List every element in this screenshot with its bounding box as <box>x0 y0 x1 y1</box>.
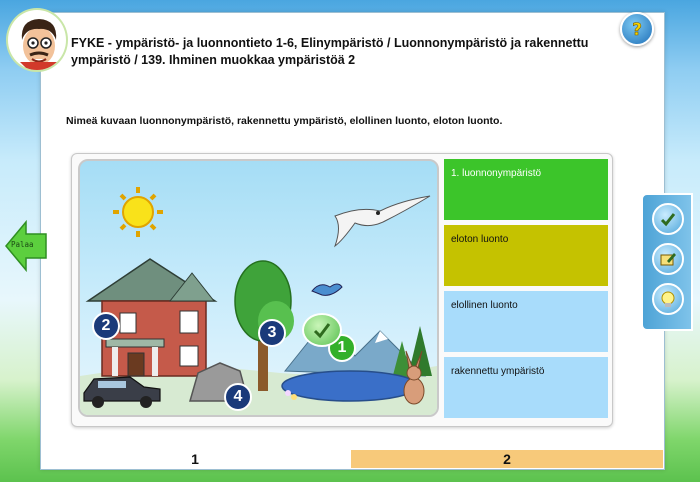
page-title: FYKE - ympäristö- ja luonnontieto 1-6, Elinympäristö / Luonnonympäristö ja rakennettu ympäristö / 139. Ihminen muokkaa ympäristöä 2 <box>71 36 589 67</box>
check-bubble[interactable] <box>302 313 342 347</box>
help-button[interactable] <box>620 12 654 46</box>
check-button[interactable] <box>652 203 684 235</box>
sun-icon <box>113 187 163 237</box>
back-label: Palaa <box>11 240 34 249</box>
answer-box-1[interactable]: 1. luonnonympäristö <box>444 159 608 220</box>
side-toolbar <box>641 193 693 331</box>
marker-1[interactable]: 1 <box>328 334 356 362</box>
hint-button[interactable] <box>652 283 684 315</box>
svg-text:?: ? <box>632 20 642 40</box>
seagull-icon <box>335 196 430 246</box>
check-icon <box>659 210 677 228</box>
answer-box-2[interactable]: eloton luonto <box>444 225 608 286</box>
answer-box-3[interactable]: elollinen luonto <box>444 291 608 352</box>
check-icon <box>311 319 333 341</box>
answer-box-4[interactable]: rakennettu ympäristö <box>444 357 608 418</box>
question-mark-icon <box>626 18 648 40</box>
page-tab-2[interactable]: 2 <box>351 450 663 468</box>
pencil-icon <box>659 250 677 268</box>
page-tab-1[interactable]: 1 <box>191 451 199 467</box>
lightbulb-icon <box>659 290 677 308</box>
marker-3[interactable]: 3 <box>258 319 286 347</box>
edit-button[interactable] <box>652 243 684 275</box>
scene-illustration <box>78 159 439 417</box>
mascot-avatar <box>6 8 68 72</box>
marker-2[interactable]: 2 <box>92 312 120 340</box>
instruction-text: Nimeä kuvaan luonnonympäristö, rakennettu ympäristö, elollinen luonto, eloton luonto. <box>66 115 503 127</box>
marker-4[interactable]: 4 <box>224 383 252 411</box>
